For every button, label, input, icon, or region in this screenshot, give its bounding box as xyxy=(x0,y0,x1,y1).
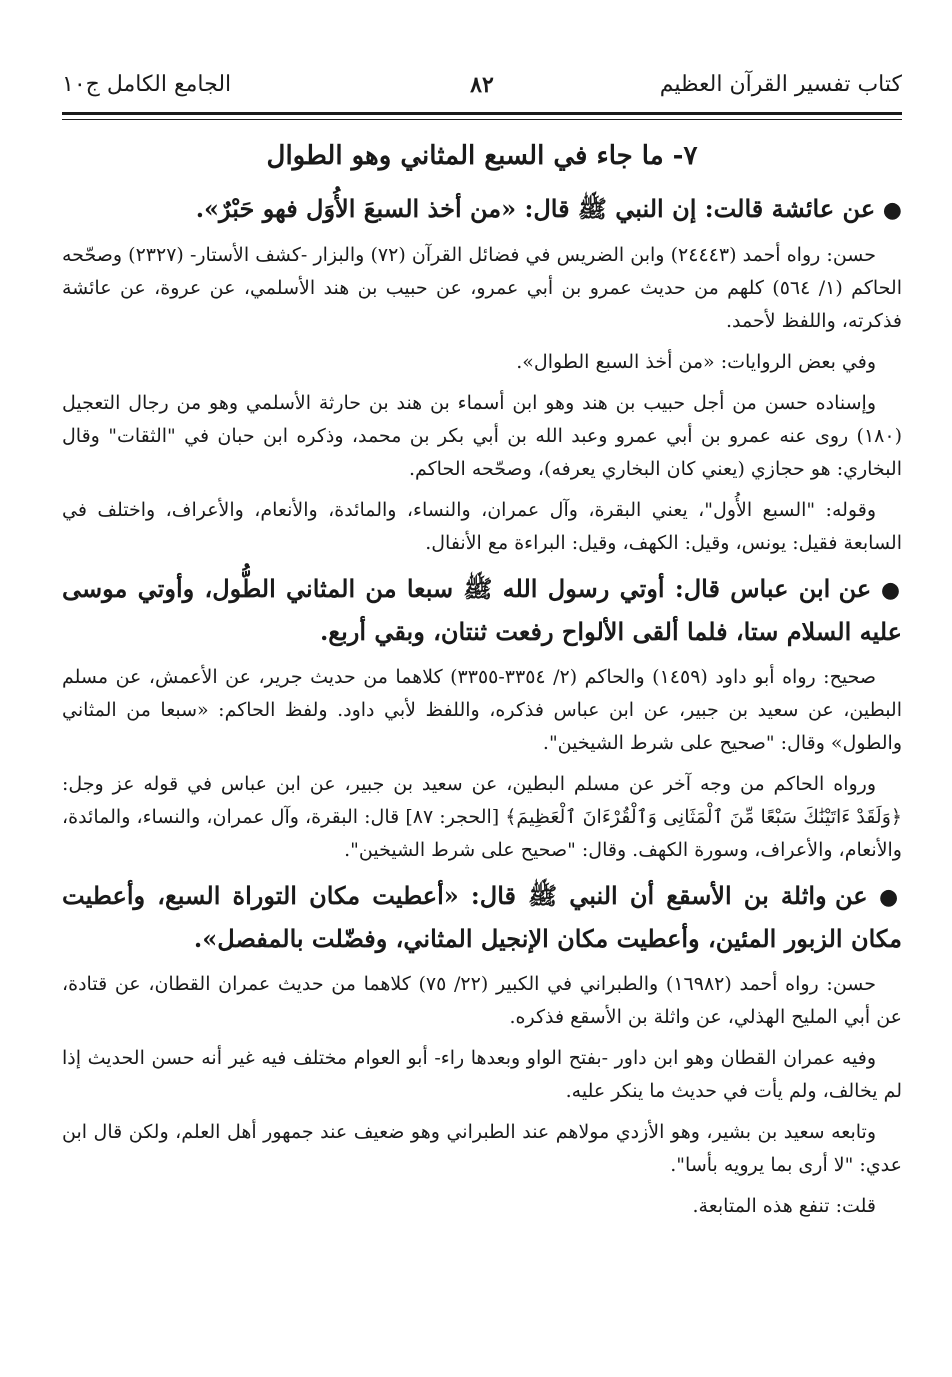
commentary-paragraph: وقوله: "السبع الأُول"، يعني البقرة، وآل عمران، والنساء، والمائدة، والأنعام، والأعراف، واختلف في السابعة فقيل: يونس، وقيل: الكهف، وقيل: البراءة مع الأنفال. xyxy=(62,499,902,554)
hadith-text xyxy=(62,568,902,653)
hadith-text xyxy=(62,875,902,960)
hadith-body: عن واثلة بن الأسقع أن النبي ﷺ قال: «أعطيت مكان التوراة السبع، وأعطيت مكان الزبور المئين، وأعطيت مكان الإنجيل المثاني، وفضّلت بالمفصل». xyxy=(62,881,902,953)
header-rule-thick xyxy=(62,112,902,115)
hadith-body: عن ابن عباس قال: أوتي رسول الله ﷺ سبعا من المثاني الطُّول، وأوتي موسى عليه السلام ستا، فلما ألقى الألواح رفعت ثنتان، وبقي أربع. xyxy=(62,574,902,646)
page-number: ٨٢ xyxy=(470,72,494,98)
commentary-paragraph: وفي بعض الروايات: «من أخذ السبع الطوال». xyxy=(516,351,876,373)
commentary-paragraph: ورواه الحاكم من وجه آخر عن مسلم البطين، عن سعيد بن جبير، عن ابن عباس في قوله عز وجل: ﴿وَلَقَدْ ءَاتَيْنَٰكَ سَبْعًا مِّنَ ٱلْمَثَانِى وَٱلْقُرْءَانَ ٱلْعَظِيمَ﴾ [الحجر: ٨٧] قال: البقرة، وآل عمران، والنساء، والمائدة، والأنعام، والأعراف، وسورة الكهف. وقال: "صحيح على شرط الشيخين". xyxy=(62,773,902,861)
commentary-paragraph: وإسناده حسن من أجل حبيب بن هند وهو ابن أسماء بن هند بن حارثة الأسلمي وهو من رجال التعجيل (١٨٠) روى عنه عمرو بن أبي عمرو وعبد الله بن أبي بكر بن محمد، وذكره ابن حبان في "الثقات" وقال البخاري: هو حجازي (يعني كان البخاري يعرفه)، وصحّحه الحاكم. xyxy=(62,392,902,480)
volume-label: الجامع الكامل ج١٠ xyxy=(62,72,232,97)
commentary-paragraph: قلت: تنفع هذه المتابعة. xyxy=(692,1195,876,1217)
book-title: كتاب تفسير القرآن العظيم xyxy=(659,72,902,97)
bullet-icon: ● xyxy=(875,197,902,223)
hadith-text xyxy=(62,188,902,231)
hadith-body: عن عائشة قالت: إن النبي ﷺ قال: «من أخذ السبعَ الأُوَل فهو حَبْرٌ». xyxy=(195,194,876,223)
takhrij-note: حسن: رواه أحمد (١٦٩٨٢) والطبراني في الكبير (٢٢/ ٧٥) كلاهما من حديث عمران القطان، عن قتادة، عن أبي المليح الهذلي، عن واثلة بن الأسقع فذكره. xyxy=(62,973,902,1028)
chapter-title: ٧- ما جاء في السبع المثاني وهو الطوال xyxy=(266,141,698,171)
takhrij-note: حسن: رواه أحمد (٢٤٤٤٣) وابن الضريس في فضائل القرآن (٧٢) والبزار -كشف الأستار- (٢٣٢٧) وصحّحه الحاكم (١/ ٥٦٤) كلهم من حديث عمرو بن أبي عمرو، عن حبيب بن هند الأسلمي، عن عروة، عن عائشة فذكرته، واللفظ لأحمد. xyxy=(62,244,902,332)
page xyxy=(62,60,903,1217)
page-body xyxy=(62,136,902,1231)
bullet-icon: ● xyxy=(867,884,902,910)
commentary-paragraph: وفيه عمران القطان وهو ابن داور -بفتح الواو وبعدها راء- أبو العوام مختلف فيه غير أنه حسن الحديث إذا لم يخالف، ولم يأت في حديث ما ينكر عليه. xyxy=(62,1047,902,1102)
commentary-paragraph: وتابعه سعيد بن بشير، وهو الأزدي مولاهم عند الطبراني وهو ضعيف عند جمهور أهل العلم، ولكن قال ابن عدي: "لا أرى بما يرويه بأسا". xyxy=(62,1121,902,1176)
header-rule-thin xyxy=(62,119,902,120)
takhrij-note: صحيح: رواه أبو داود (١٤٥٩) والحاكم (٢/ ٣٣٥٤-٣٣٥٥) كلاهما من حديث جرير، عن الأعمش، عن مسلم البطين، عن سعيد بن جبير، عن ابن عباس فذكره، واللفظ لأبي داود. ولفظ الحاكم: «سبعا من المثاني والطول» وقال: "صحيح على شرط الشيخين". xyxy=(62,666,902,754)
bullet-icon: ● xyxy=(871,577,903,603)
running-header xyxy=(62,60,902,104)
